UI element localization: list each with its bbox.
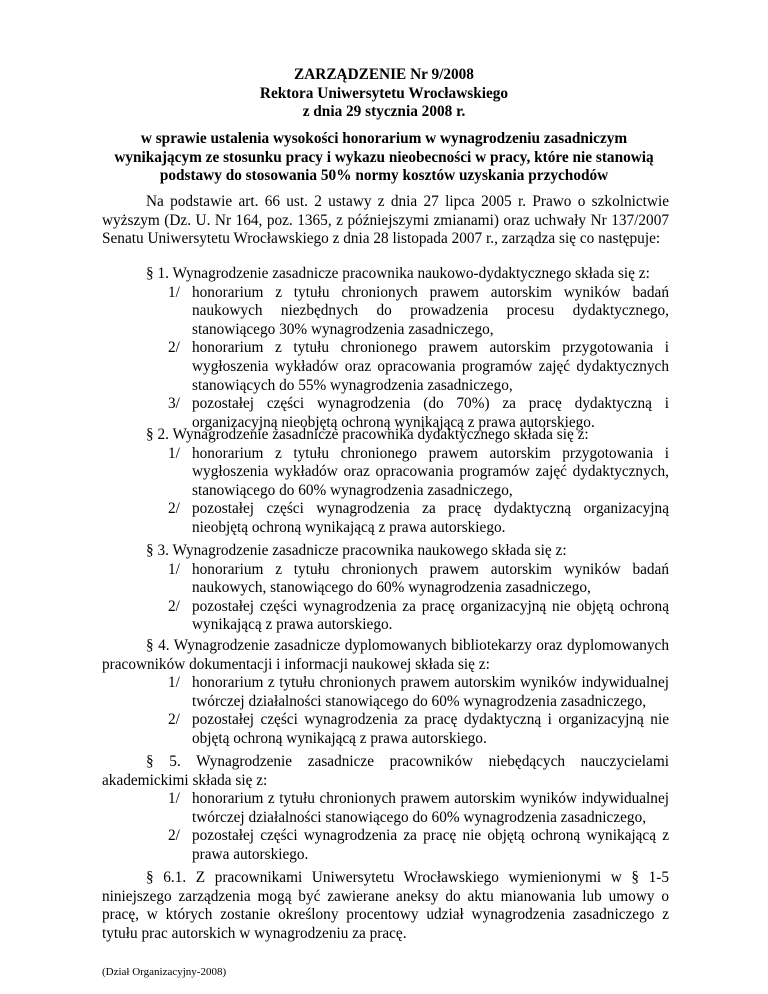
item-text: pozostałej części wynagrodzenia (do 70%) za pracę dydaktyczną i organizacyjną nieobjętą ochroną wynikającą z prawa autorskiego. bbox=[192, 395, 669, 431]
issuer: Rektora Uniwersytetu Wrocławskiego bbox=[259, 84, 509, 102]
list-item bbox=[102, 339, 669, 395]
item-text: pozostałej części wynagrodzenia za pracę nie objętą ochroną wynikającą z prawa autorskiego. bbox=[192, 827, 669, 863]
item-number: 2/ bbox=[168, 711, 180, 729]
item-text: honorarium z tytułu chronionych prawem autorskim wyników indywidualnej twórczej działalności stanowiącego do 60% wynagrodzenia zasadniczego, bbox=[192, 674, 669, 710]
document-subject: w sprawie ustalenia wysokości honorarium w wynagrodzeniu zasadniczym wynikającym ze stosunku pracy i wykazu nieobecności w pracy, które nie stanowią podstawy do stosowania 50% normy kosztów uzyskania przychodów bbox=[114, 130, 654, 185]
section-lead: § 2. Wynagrodzenie zasadnicze pracownika dydaktycznego składa się z: bbox=[146, 426, 589, 443]
list-item bbox=[102, 674, 669, 711]
footer-note: (Dział Organizacyjny-2008) bbox=[102, 966, 227, 978]
list-item bbox=[102, 711, 669, 748]
item-number: 1/ bbox=[168, 283, 180, 301]
item-number: 3/ bbox=[168, 395, 180, 413]
list-item bbox=[102, 284, 669, 340]
item-text: honorarium z tytułu chronionego prawem autorskim przygotowania i wygłoszenia wykładów oraz opracowania programów zajęć dydaktycznych, stanowiącego do 60% wynagrodzenia zasadniczego, bbox=[192, 444, 669, 499]
item-text: honorarium z tytułu chronionych prawem autorskim wyników badań naukowych, stanowiącego do 60% wynagrodzenia zasadniczego, bbox=[192, 560, 669, 597]
item-text: pozostałej części wynagrodzenia za pracę organizacyjną nie objętą ochroną wynikającą z prawa autorskiego. bbox=[192, 597, 669, 634]
list-item bbox=[102, 598, 669, 635]
section-2 bbox=[102, 426, 669, 538]
item-text: honorarium z tytułu chronionego prawem autorskim przygotowania i wygłoszenia wykładów oraz opracowania programów zajęć dydaktycznych stanowiących do 55% wynagrodzenia zasadniczego, bbox=[192, 339, 669, 394]
document-title: ZARZĄDZENIE Nr 9/2008 bbox=[294, 66, 474, 83]
section-6 bbox=[102, 869, 669, 943]
item-number: 1/ bbox=[168, 444, 180, 462]
item-number: 2/ bbox=[168, 339, 180, 357]
section-lead: § 4. Wynagrodzenie zasadnicze dyplomowanych bibliotekarzy oraz dyplomowanych pracowników dokumentacji i informacji naukowej składa się z: bbox=[102, 637, 669, 673]
section-lead: § 3. Wynagrodzenie zasadnicze pracownika naukowego składa się z: bbox=[146, 542, 567, 559]
item-text: honorarium z tytułu chronionych prawem autorskim wyników badań naukowych niezbędnych do prowadzenia procesu dydaktycznego, stanowiącego 30% wynagrodzenia zasadniczego, bbox=[192, 283, 669, 338]
document-header bbox=[0, 66, 768, 122]
item-number: 2/ bbox=[168, 500, 180, 518]
item-number: 1/ bbox=[168, 790, 180, 808]
section-1 bbox=[102, 265, 669, 432]
item-text: pozostałej części wynagrodzenia za pracę dydaktyczną i organizacyjną nie objętą ochroną wynikającą z prawa autorskiego. bbox=[192, 711, 669, 747]
item-text: honorarium z tytułu chronionych prawem autorskim wyników indywidualnej twórczej działalności stanowiącego do 60% wynagrodzenia zasadniczego, bbox=[192, 790, 669, 826]
item-number: 1/ bbox=[168, 560, 180, 578]
section-3 bbox=[102, 542, 669, 635]
preamble bbox=[102, 193, 669, 249]
section-lead: § 1. Wynagrodzenie zasadnicze pracownika naukowo-dydaktycznego składa się z: bbox=[146, 265, 650, 282]
list-item bbox=[102, 827, 669, 864]
list-item bbox=[102, 561, 669, 598]
section-4 bbox=[102, 637, 669, 749]
item-text: pozostałej części wynagrodzenia za pracę dydaktyczną organizacyjną nieobjętą ochroną wynikającą z prawa autorskiego. bbox=[192, 500, 669, 536]
issue-date: z dnia 29 stycznia 2008 r. bbox=[302, 103, 466, 121]
section-lead: § 5. Wynagrodzenie zasadnicze pracowników niebędących nauczycielami akademickimi składa się z: bbox=[102, 753, 669, 789]
list-item bbox=[102, 445, 669, 501]
item-number: 2/ bbox=[168, 827, 180, 845]
list-item bbox=[102, 790, 669, 827]
section-text: § 6.1. Z pracownikami Uniwersytetu Wrocławskiego wymienionymi w § 1-5 niniejszego zarządzenia mogą być zawierane aneksy do aktu mianowania lub umowy o pracę, w których zostanie określony procentowy udział wynagrodzenia zasadniczego z tytułu prac autorskich w wynagrodzeniu za pracę. bbox=[102, 869, 669, 942]
list-item bbox=[102, 500, 669, 537]
item-number: 1/ bbox=[168, 674, 180, 692]
section-5 bbox=[102, 753, 669, 865]
item-number: 2/ bbox=[168, 597, 180, 615]
preamble-text: Na podstawie art. 66 ust. 2 ustawy z dnia 27 lipca 2005 r. Prawo o szkolnictwie wyższym (Dz. U. Nr 164, poz. 1365, z późniejszymi zmianami) oraz uchwały Nr 137/2007 Senatu Uniwersytetu Wrocławskiego z dnia 28 listopada 2007 r., zarządza się co następuje: bbox=[102, 193, 669, 248]
